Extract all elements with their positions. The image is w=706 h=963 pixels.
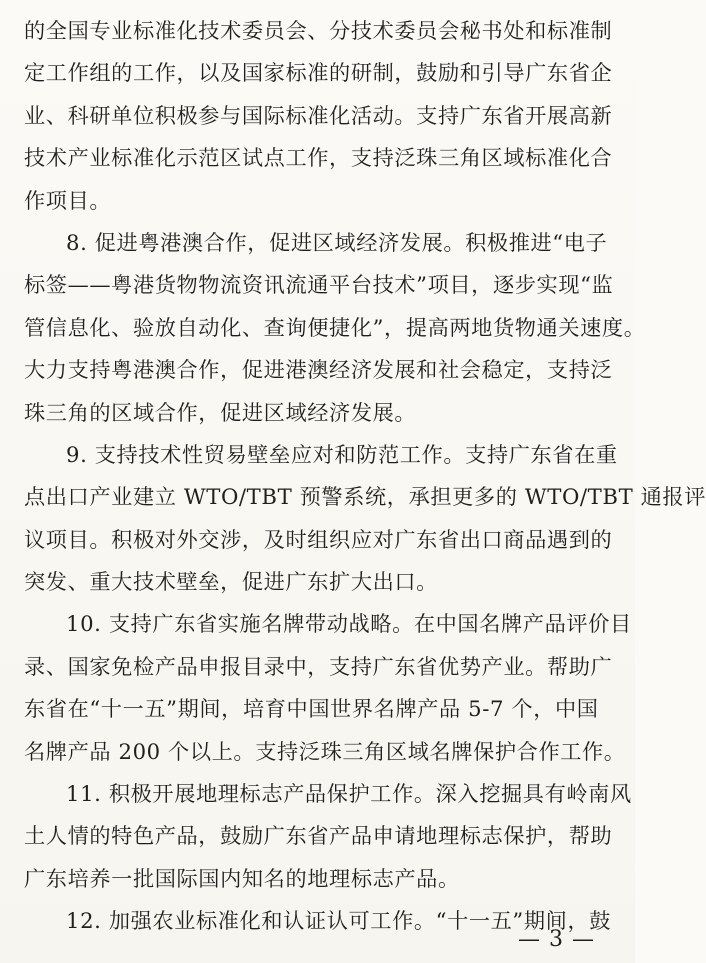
paragraph-9-line-2: 点出口产业建立 WTO/TBT 预警系统，承担更多的 WTO/TBT 通报评 [24,484,706,510]
paragraph-11-line-1: 11. 积极开展地理标志产品保护工作。深入挖掘具有岭南风 [66,781,632,807]
body-line-1: 的全国专业标准化技术委员会、分技术委员会秘书处和标准制 [24,18,613,43]
paragraph-10-line-1: 10. 支持广东省实施名牌带动战略。在中国名牌产品评价目 [66,611,632,637]
paragraph-10-line-2: 录、国家免检产品申报目录中，支持广东省优势产业。帮助广 [24,653,613,679]
body-line-4: 技术产业标准化示范区试点工作，支持泛珠三角区域标准化合 [24,145,613,171]
paragraph-8-line-2: 标签——粤港货物物流资讯流通平台技术”项目，逐步实现“监 [24,272,614,298]
paragraph-9-line-1: 9. 支持技术性贸易壁垒应对和防范工作。支持广东省在重 [66,441,618,467]
document-body [24,10,706,943]
paragraph-11-line-2: 土人情的特色产品，鼓励广东省产品申请地理标志保护，帮助 [24,823,613,849]
paragraph-11-line-3: 广东培养一批国际国内知名的地理标志产品。 [24,865,460,891]
paragraph-8-line-1: 8. 促进粤港澳合作，促进区域经济发展。积极推进“电子 [66,229,608,255]
paragraph-10-line-4: 名牌产品 200 个以上。支持泛珠三角区域名牌保护合作工作。 [24,738,626,764]
paragraph-10-line-3: 东省在“十一五”期间，培育中国世界名牌产品 5-7 个，中国 [24,696,599,722]
paragraph-12-line-1: 12. 加强农业标准化和认证认可工作。“十一五”期间，鼓 [66,908,612,934]
body-line-3: 业、科研单位积极参与国际标准化活动。支持广东省开展高新 [24,102,613,128]
paragraph-9-line-3: 议项目。积极对外交涉，及时组织应对广东省出口商品遇到的 [24,526,613,552]
body-line-2: 定工作组的工作，以及国家标准的研制，鼓励和引导广东省企 [24,60,613,86]
paragraph-8-line-3: 管信息化、验放自动化、查询便捷化”，提高两地货物通关速度。 [24,314,646,340]
page-number: — 3 — [518,927,595,952]
paragraph-8-line-5: 珠三角的区域合作，促进区域经济发展。 [24,399,417,425]
paragraph-9-line-4: 突发、重大技术壁垒，促进广东扩大出口。 [24,569,438,595]
body-line-5: 作项目。 [24,187,112,213]
paragraph-8-line-4: 大力支持粤港澳合作，促进港澳经济发展和社会稳定，支持泛 [24,357,613,383]
